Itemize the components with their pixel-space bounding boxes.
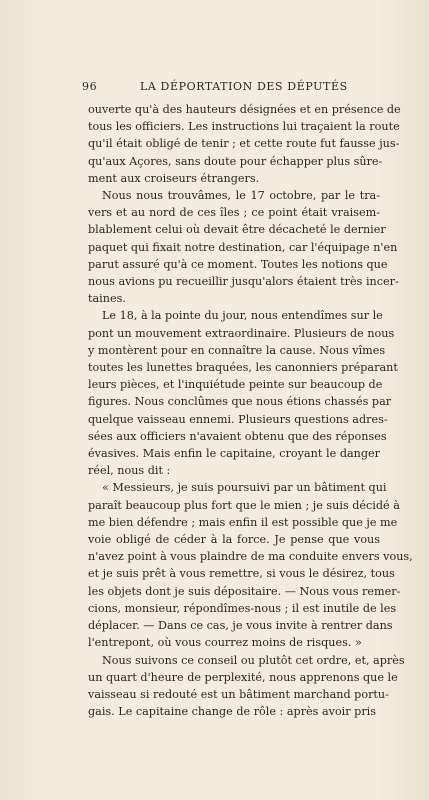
text-line: « Messieurs, je suis poursuivi par un bâtiment qui — [102, 481, 387, 495]
text-line: qu'il était obligé de tenir ; et cette route fut fausse jus- — [88, 137, 400, 151]
text-line: Le 18, à la pointe du jour, nous entendîmes sur le — [102, 309, 383, 323]
text-line: pont un mouvement extraordinaire. Plusieurs de nous — [88, 326, 395, 340]
text-line: figures. Nous conclûmes que nous étions chassés par — [88, 395, 392, 409]
text-line: n'avez point à vous plaindre de ma conduite envers vous, — [88, 550, 413, 564]
text-line: gais. Le capitaine change de rôle : après avoir pris — [88, 705, 376, 719]
text-line: déplacer. — Dans ce cas, je vous invite à rentrer dans — [88, 619, 393, 633]
text-line: nous avions pu recueillir jusqu'alors étaient très incer- — [88, 275, 399, 289]
text-line: me bien défendre ; mais enfin il est possible que je me — [88, 515, 398, 529]
text-line: y montèrent pour en connaître la cause. Nous vîmes — [88, 343, 386, 357]
paragraph — [88, 479, 413, 651]
page-header — [82, 80, 382, 96]
paragraph — [88, 652, 405, 721]
text-line: parut assuré qu'à ce moment. Toutes les notions que — [88, 257, 388, 271]
text-line: paquet qui fixait notre destination, car l'équipage n'en — [88, 240, 398, 254]
text-line: ouverte qu'à des hauteurs désignées et en présence de — [88, 103, 401, 116]
text-line: quelque vaisseau ennemi. Plusieurs questions adres- — [88, 412, 388, 426]
text-line: cions, monsieur, répondîmes-nous ; il est inutile de les — [88, 601, 397, 615]
text-line: blablement celui où devait être décacheté le dernier — [88, 223, 386, 237]
text-line: qu'aux Açores, sans doute pour échapper plus sûre- — [88, 154, 383, 168]
text-line: Nous suivons ce conseil ou plutôt cet ordre, et, après — [102, 653, 405, 667]
text-line: l'entrepont, où vous courrez moins de risques. » — [88, 636, 362, 650]
page-number: 96 — [82, 80, 98, 93]
text-line: évasives. Mais enfin le capitaine, croyant le danger — [88, 447, 380, 461]
text-line: sées aux officiers n'avaient obtenu que des réponses — [88, 429, 387, 443]
text-line: taines. — [88, 292, 126, 306]
text-line: un quart d'heure de perplexité, nous apprenons que le — [88, 670, 398, 684]
text-line: les objets dont je suis dépositaire. — Nous vous remer- — [88, 584, 401, 598]
text-line: toutes les lunettes braquées, les canonniers préparant — [88, 361, 398, 375]
text-line: voie obligé de céder à la force. Je pense que vous — [88, 533, 380, 547]
paragraph — [88, 187, 399, 307]
text-line: vers et au nord de ces îles ; ce point était vraisem- — [88, 206, 380, 220]
text-line: paraît beaucoup plus fort que le mien ; je suis décidé à — [88, 498, 400, 512]
text-line: Nous nous trouvâmes, le 17 octobre, par le tra- — [102, 189, 380, 203]
text-line: vaisseau si redouté est un bâtiment marchand portu- — [88, 687, 389, 701]
body-text — [88, 101, 413, 720]
running-head: LA DÉPORTATION DES DÉPUTÉS — [140, 80, 348, 93]
text-line: tous les officiers. Les instructions lui traçaient la route — [88, 120, 400, 134]
text-line: réel, nous dit : — [88, 464, 171, 478]
paragraph — [88, 101, 401, 187]
paragraph — [88, 307, 398, 479]
text-line: ment aux croiseurs étrangers. — [88, 171, 260, 185]
text-line: leurs pièces, et l'inquiétude peinte sur beaucoup de — [88, 378, 383, 392]
text-line: et je suis prêt à vous remettre, si vous le désirez, tous — [88, 567, 395, 581]
